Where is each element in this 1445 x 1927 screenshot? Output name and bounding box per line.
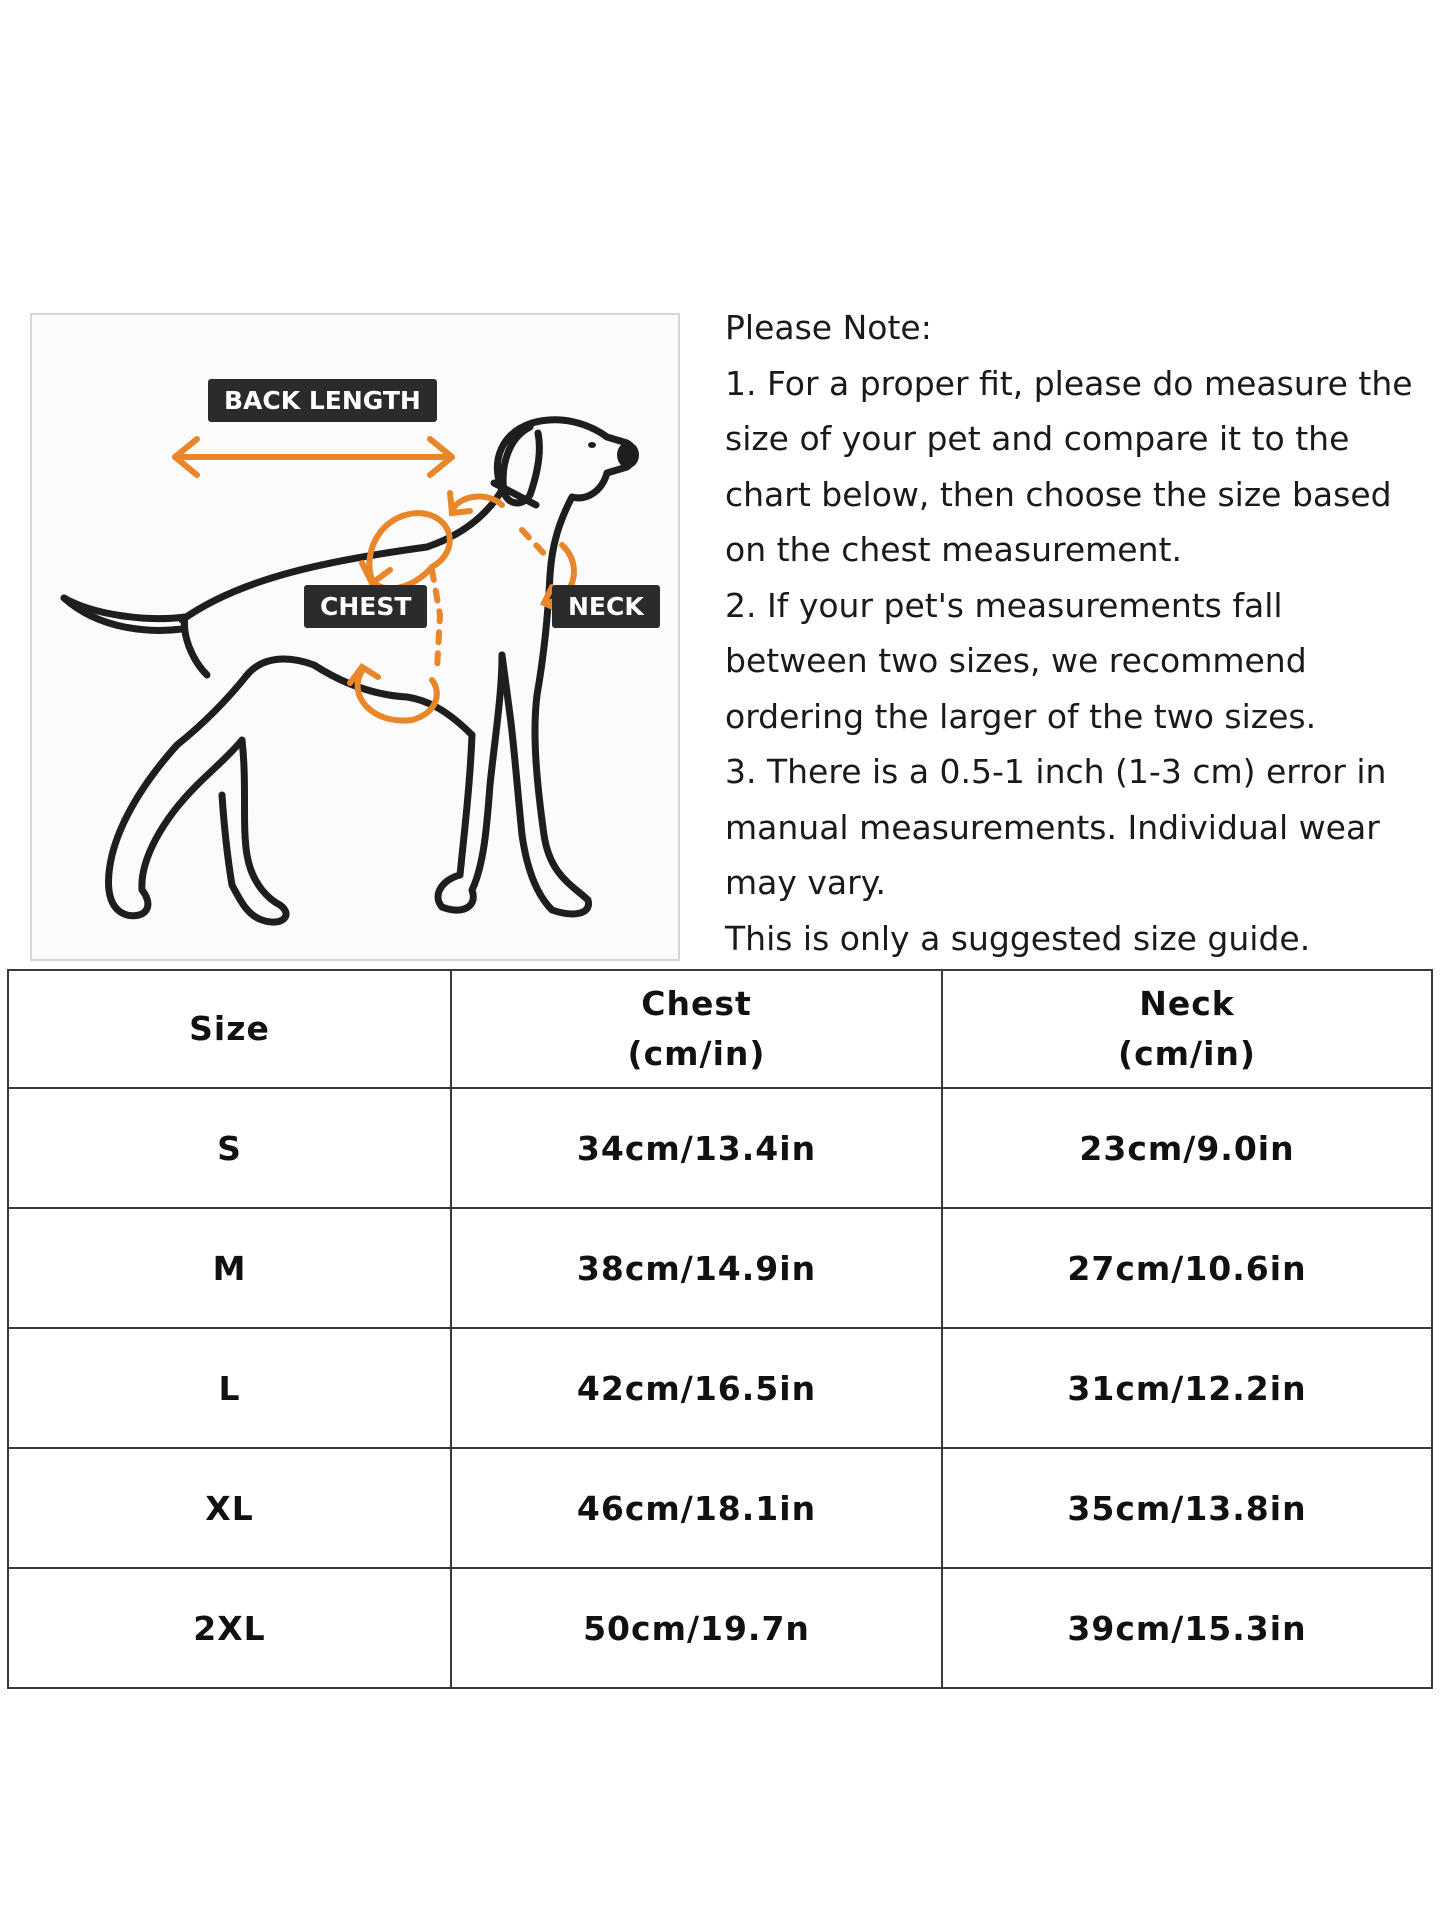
table-row xyxy=(8,1208,1432,1328)
neck-cell: 31cm/12.2in xyxy=(942,1328,1432,1448)
neck-header-text: Neck xyxy=(1139,984,1235,1023)
note-item: 3. There is a 0.5-1 inch (1-3 cm) error in manual measurements. Individual wear may vary. xyxy=(725,752,1387,902)
table-row xyxy=(8,1568,1432,1688)
table-row xyxy=(8,1448,1432,1568)
neck-cell: 23cm/9.0in xyxy=(942,1088,1432,1208)
size-chart-table xyxy=(7,969,1433,1689)
chest-header-text: Chest xyxy=(641,984,752,1023)
chest-cell: 50cm/19.7n xyxy=(451,1568,942,1688)
neck-cell: 35cm/13.8in xyxy=(942,1448,1432,1568)
chest-header-unit: (cm/in) xyxy=(627,1034,766,1073)
size-cell: 2XL xyxy=(8,1568,451,1688)
table-header-row xyxy=(8,970,1432,1088)
dog-measurement-diagram xyxy=(30,313,680,961)
back-length-arrow xyxy=(175,439,452,475)
chest-cell: 42cm/16.5in xyxy=(451,1328,942,1448)
back-length-label: BACK LENGTH xyxy=(208,379,437,422)
note-item: 1. For a proper fit, please do measure the size of your pet and compare it to the chart below, then choose the size based on the chest measurement. xyxy=(725,363,1413,569)
table-row xyxy=(8,1088,1432,1208)
size-cell: M xyxy=(8,1208,451,1328)
size-cell: L xyxy=(8,1328,451,1448)
size-header-text: Size xyxy=(189,1009,270,1048)
size-cell: XL xyxy=(8,1448,451,1568)
neck-cell: 27cm/10.6in xyxy=(942,1208,1432,1328)
size-column-header xyxy=(8,970,451,1088)
please-note-block xyxy=(725,300,1430,966)
chest-cell: 38cm/14.9in xyxy=(451,1208,942,1328)
note-item: 2. If your pet's measurements fall between two sizes, we recommend ordering the larger of the two sizes. xyxy=(725,585,1317,736)
chest-cell: 34cm/13.4in xyxy=(451,1088,942,1208)
neck-label: NECK xyxy=(552,585,660,628)
chest-column-header xyxy=(451,970,942,1088)
note-footer: This is only a suggested size guide. xyxy=(725,918,1311,958)
size-cell: S xyxy=(8,1088,451,1208)
neck-cell: 39cm/15.3in xyxy=(942,1568,1432,1688)
note-title: Please Note: xyxy=(725,308,932,347)
chest-label: CHEST xyxy=(304,585,427,628)
table-row xyxy=(8,1328,1432,1448)
chest-cell: 46cm/18.1in xyxy=(451,1448,942,1568)
neck-column-header xyxy=(942,970,1432,1088)
neck-header-unit: (cm/in) xyxy=(1118,1034,1256,1073)
